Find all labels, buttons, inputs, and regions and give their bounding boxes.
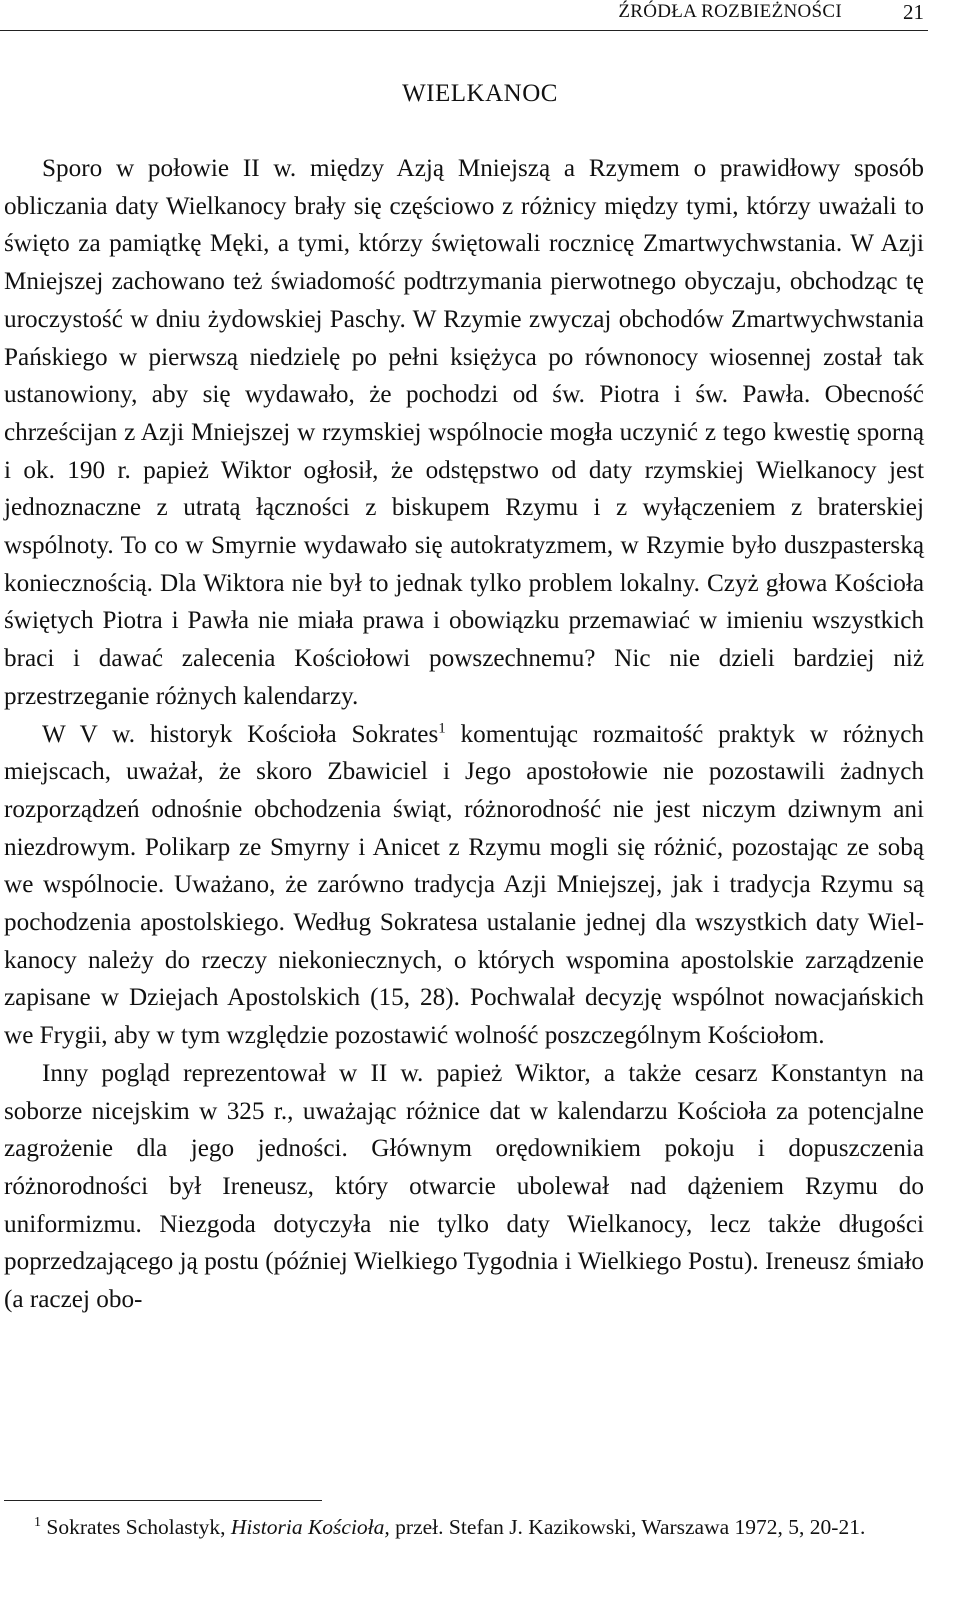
- page-number: 21: [903, 0, 924, 24]
- footnote-mark: 1: [34, 1514, 41, 1530]
- paragraph-2-rest: komentując rozmaitość praktyk w różnych miejscach, uważał, że skoro Zbawiciel i Jego apostołowie nie pozostawili żadnych rozporządzeń odnośnie obchodzenia świąt, różnorodność nie jest niczym dziwnym ani niezdrowym. Polikarp ze Smyrny i Anicet z Rzymu mogli się różnić, pozostając ze sobą we wspólnocie. Uważano, że zarówno tradycja Azji Mniejszej, jak i tradycja Rzymu są pochodzenia apostolskiego. Według Sokratesa ustalanie jednej dla wszystkich daty Wielkanocy należy do rzeczy niekoniecznych, o których wspomina apostolskie zarządzenie zapisane w Dziejach Apostolskich (15, 28). Pochwalał decyzję wspólnot nowacjańskich we Frygii, aby w tym względzie pozostawić wolność poszczególnym Kościołom.: [4, 720, 924, 1050]
- running-title: ŹRÓDŁA ROZBIEŻNOŚCI: [618, 1, 842, 22]
- paragraph-2-lead: W V w. historyk Kościoła Sokrates: [42, 720, 439, 748]
- footnote-1: [4, 1510, 924, 1544]
- paragraph-2: [4, 716, 924, 1055]
- footnote-book-title: Historia Kościoła,: [230, 1515, 390, 1539]
- paragraph-1: Sporo w połowie II w. między Azją Mniejszą a Rzymem o prawidłowy sposób obliczania daty Wielkanocy brały się częściowo z różnicy między tymi, którzy uważali to święto za pamiątkę Męki, a tymi, którzy świętowali rocznicę Zmartwychwstania. W Azji Mniejszej zachowano też świadomość podtrzymania pierwotnego obyczaju, obchodząc tę uroczystość w dniu żydowskiej Paschy. W Rzymie zwyczaj obchodów Zmartwychwstania Pańskiego w pierwszą niedzielę po pełni księżyca po równonocy wiosennej został tak ustanowiony, aby się wydawało, że pochodzi od św. Piotra i św. Pawła. Obecność chrześcijan z Azji Mniejszej w rzymskiej wspólnocie mogła uczynić z tego kwestię sporną i ok. 190 r. papież Wiktor ogłosił, że odstępstwo od daty rzymskiej Wielkanocy jest jednoznaczne z utratą łączności z biskupem Rzymu i z wyłączeniem z braterskiej wspólnoty. To co w Smyrnie wydawało się autokratyzmem, w Rzymie było duszpasterską koniecznością. Dla Wiktora nie był to jednak tylko problem lokalny. Czyż głowa Kościoła świętych Piotra i Pawła nie miała prawa i obowiązku przemawiać w imieniu wszystkich braci i dawać zalecenia Kościołowi powszechnemu? Nic nie dzieli bardziej niż przestrzeganie różnych kalendarzy.: [4, 155, 924, 710]
- footnote-divider: [4, 1500, 322, 1501]
- paragraph-3: Inny pogląd reprezentował w II w. papież Wiktor, a także cesarz Konstantyn na soborze nicejskim w 325 r., uważając różnice dat w kalendarzu Kościoła za potencjalne zagrożenie dla jego jedności. Głównym orędownikiem pokoju i dopuszczenia różnorodności był Ireneusz, który otwarcie ubolewał nad dążeniem Rzymu do uniformizmu. Niezgoda dotyczyła nie tylko daty Wielkanocy, lecz także długości poprzedzającego ją postu (później Wielkiego Tygodnia i Wielkiego Postu). Ireneusz śmiało (a raczej obo-: [4, 1059, 924, 1314]
- chapter-title: WIELKANOC: [402, 80, 558, 107]
- running-header: [0, 0, 928, 31]
- footnote-text-rest: przeł. Stefan J. Kazikowski, Warszawa 1972, 5, 20-21.: [389, 1515, 866, 1539]
- footnote-text-lead: Sokrates Scholastyk,: [41, 1515, 231, 1539]
- body-text: [4, 150, 924, 1319]
- footnote-reference[interactable]: 1: [438, 720, 446, 737]
